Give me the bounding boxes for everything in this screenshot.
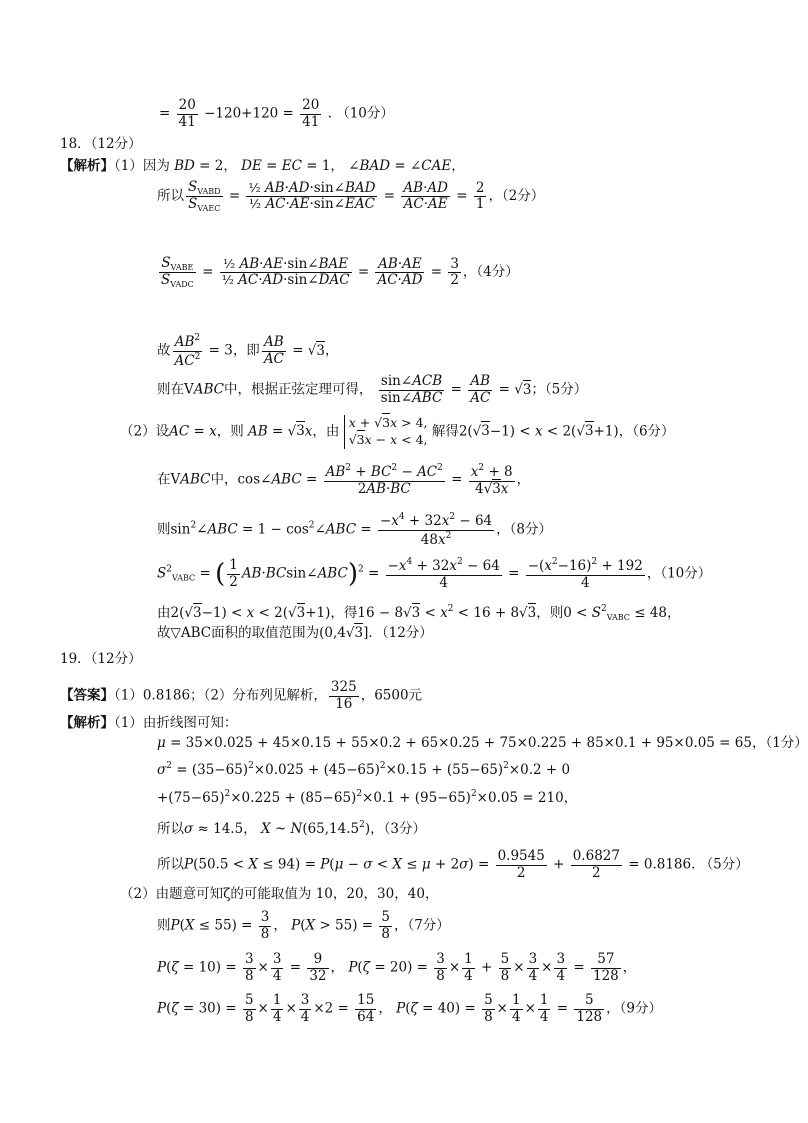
q18-line-5: 则在VABC中，根据正弦定理可得， $\frac{\text{sin∠ACB}}{\text{sin∠ABC}}$ = $\frac{AB}{AC}$ = √3；（5分）: [157, 373, 588, 406]
q18-line-8: 则$\sin^2\angle ABC = 1$ − $\cos^2\angle ABC$ = $\frac{-x^4 + 32x^2 - 64}{48x^2}$ ，（8分）: [157, 512, 552, 548]
q18-line-9: $S^2_{VABC}$ = ( $\frac{1}{2}$ AB·BCsin∠ABC)$^2$ = $\frac{-x^4 + 32x^2 - 64}{4}$ = $\frac{-(x^2-16)^2 + 192}{4}$ ，（10分）: [157, 557, 712, 591]
q18-line-4: 故 $\frac{AB^2}{AC^2}$ = 3，即 $\frac{AB}{AC}$ = √3，: [157, 333, 339, 369]
q19-line-9: P(ζ = 10) = $\frac{3}{8}$ × $\frac{3}{4}$ = $\frac{9}{32}$ ， P(ζ = 20) = $\frac{3}{8}$ × $\frac{1}{4}$ + $\frac{5}{8}$ × $\frac{3}{4}$ × $\frac{3}{4}$ = $\frac{57}{128}$ ，: [157, 951, 637, 984]
q19-line-4: $+(75-65)^2\times 0.225 + (85-65)^2\times 0.1 + (95-65)^2\times 0.05 = 210$，: [157, 789, 578, 806]
q18-line-2: 所以 $\frac{S_{VABD}}{S_{VAEC}}$ = $\frac{\text{½ AB·AD·sin∠BAD}}{\text{½ AC·AE·sin∠EAC}}$ = $\frac{AB\cdot AD}{AC\cdot AE}$ = $\frac{2}{1}$ ，（2分）: [157, 179, 545, 214]
q18-line-10: 由2(√3−1) < x < 2(√3+1)，得$16 - 8√3 < x^2 < 16 + 8√3$，则$0 < S^2_{VABC} \le 48$，: [157, 604, 681, 622]
q18-line-3: $\frac{S_{VABE}}{S_{VADC}}$ = $\frac{\text{½ AB·AE·sin∠BAE}}{\text{½ AC·AD·sin∠DAC}}$ = $\frac{AB\cdot AE}{AC\cdot AD}$ = $\frac{3}{2}$ ，（4分）: [161, 255, 519, 290]
line-1: = $\frac{20}{41}$ −120+120 = $\frac{20}{41}$ . （10分）: [159, 97, 394, 130]
q19-line-2: μ = 35×0.025 + 45×0.15 + 55×0.2 + 65×0.25 + 75×0.225 + 85×0.1 + 95×0.05 = 65，（1分）: [157, 735, 808, 751]
q18-header: 18．（12分）: [60, 136, 142, 152]
q19-line-1: 【解析】（1）由折线图可知：: [60, 715, 238, 731]
q18-line-6: （2）设AC = x，则 AB = √3x，由 x + √3x > 4, √3x − x < 4, 解得2(√3−1) < x < 2(√3+1)，（6分）: [120, 415, 675, 447]
score: （10分）: [336, 105, 394, 122]
q19-line-5: 所以σ ≈ 14.5， X ~ N(65,14.5$^2$)，（3分）: [157, 820, 426, 837]
q18-line-11: 故▽ABC面积的取值范围为(0,4√3]．（12分）: [157, 625, 433, 641]
q19-header: 19．（12分）: [60, 651, 142, 667]
q19-line-8: 则P(X ≤ 55) = $\frac{3}{8}$ ， P(X > 55) = $\frac{5}{8}$ ，（7分）: [157, 909, 450, 942]
q19-line-10: P(ζ = 30) = $\frac{5}{8}$ × $\frac{1}{4}$ × $\frac{3}{4}$ ×2 = $\frac{15}{64}$ ， P(ζ = 40) = $\frac{5}{8}$ × $\frac{1}{4}$ × $\frac{1}{4}$ = $\frac{5}{128}$ ，（9分）: [157, 992, 662, 1025]
q18-line-1: 【解析】（1）因为 BD = 2， DE = EC = 1， ∠BAD = ∠CAE，: [60, 158, 465, 174]
q19-line-3: $\sigma^2 = (35-65)^2\times 0.025 + (45-65)^2\times 0.15 + (55-65)^2\times 0.2 + 0$: [157, 761, 571, 778]
q19-line-6: 所以P(50.5 < X ≤ 94) = P(μ − σ < X ≤ μ + 2σ) = $\frac{0.9545}{2}$ + $\frac{0.6827}{2}$ = 0.8186. （5分）: [157, 848, 749, 881]
q19-line-7: （2）由题意可知ζ的可能取值为 10，20，30，40，: [120, 886, 439, 902]
q19-answer: 【答案】（1）0.8186；（2）分布列见解析， $\frac{325}{16}$ ，6500元: [60, 679, 423, 712]
q18-line-7: 在VABC中，cos∠ABC = $\frac{AB^2 + BC^2 - AC^2}{2AB\cdot BC}$ = $\frac{x^2 + 8}{4√3x}$ ，: [157, 463, 531, 497]
